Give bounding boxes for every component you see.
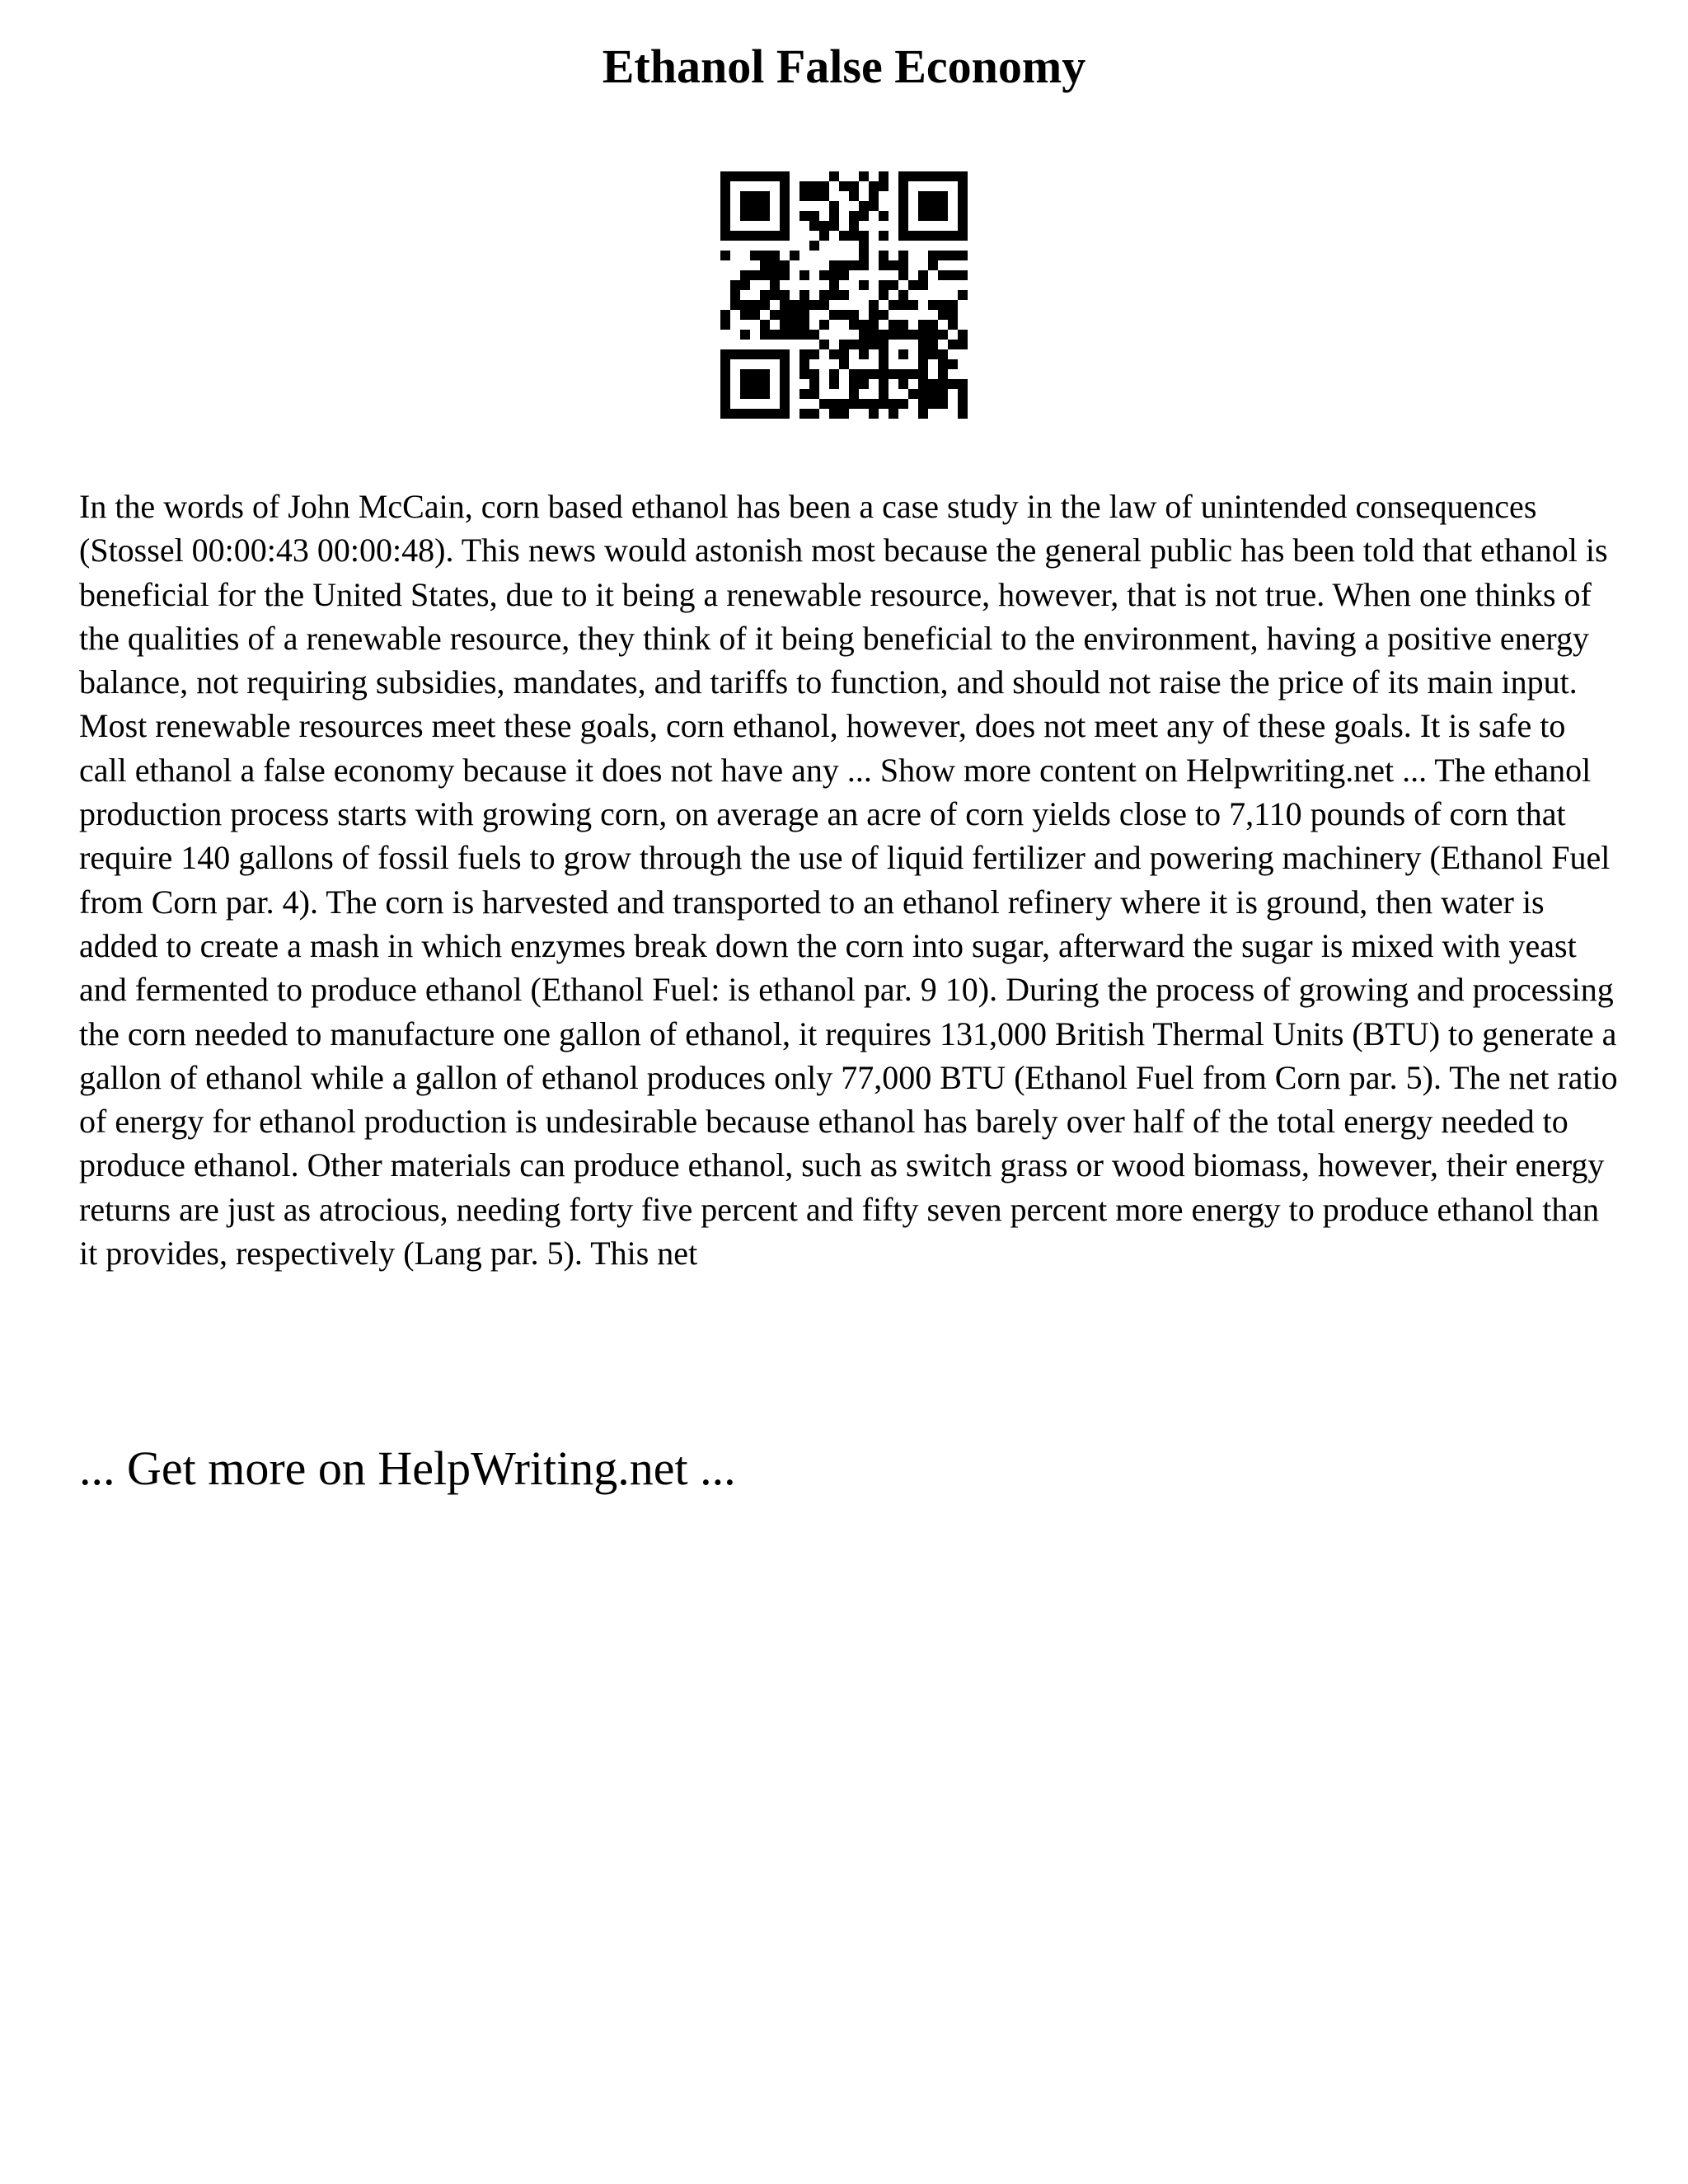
document-title: Ethanol False Economy [602, 40, 1086, 93]
essay-paragraph: In the words of John McCain, corn based ethanol has been a case study in the law of unintended consequences (Stossel 00:00:43 00:00:48). This news would astonish most because the general public has been told that ethanol is beneficial for the United States, due to it being a renewable resource, however, that is not true. When one thinks of the qualities of a renewable resource, they think of it being beneficial to the environment, having a positive energy balance, not requiring subsidies, mandates, and tariffs to function, and should not raise the price of its main input. Most renewable resources meet these goals, corn ethanol, however, does not meet any of these goals. It is safe to call ethanol a false economy because it does not have any ... Show more content on Helpwriting.net ... The ethanol production process starts with growing corn, on average an acre of corn yields close to 7,110 pounds of corn that require 140 gallons of fossil fuels to grow through the use of liquid fertilizer and powering machinery (Ethanol Fuel from Corn par. 4). The corn is harvested and transported to an ethanol refinery where it is ground, then water is added to create a mash in which enzymes break down the corn into sugar, afterward the sugar is mixed with yeast and fermented to produce ethanol (Ethanol Fuel: is ethanol par. 9 10). During the process of growing and processing the corn needed to manufacture one gallon of ethanol, it requires 131,000 British Thermal Units (BTU) to generate a gallon of ethanol while a gallon of ethanol produces only 77,000 BTU (Ethanol Fuel from Corn par. 5). The net ratio of energy for ethanol production is undesirable because ethanol has barely over half of the total energy needed to produce ethanol. Other materials can produce ethanol, such as switch grass or wood biomass, however, their energy returns are just as atrocious, needing forty five percent and fifty seven percent more energy to produce ethanol than it provides, respectively (Lang par. 5). This net [79, 488, 1618, 1272]
qr-code-icon [720, 171, 968, 419]
get-more-link[interactable]: ... Get more on HelpWriting.net ... [79, 1441, 736, 1495]
